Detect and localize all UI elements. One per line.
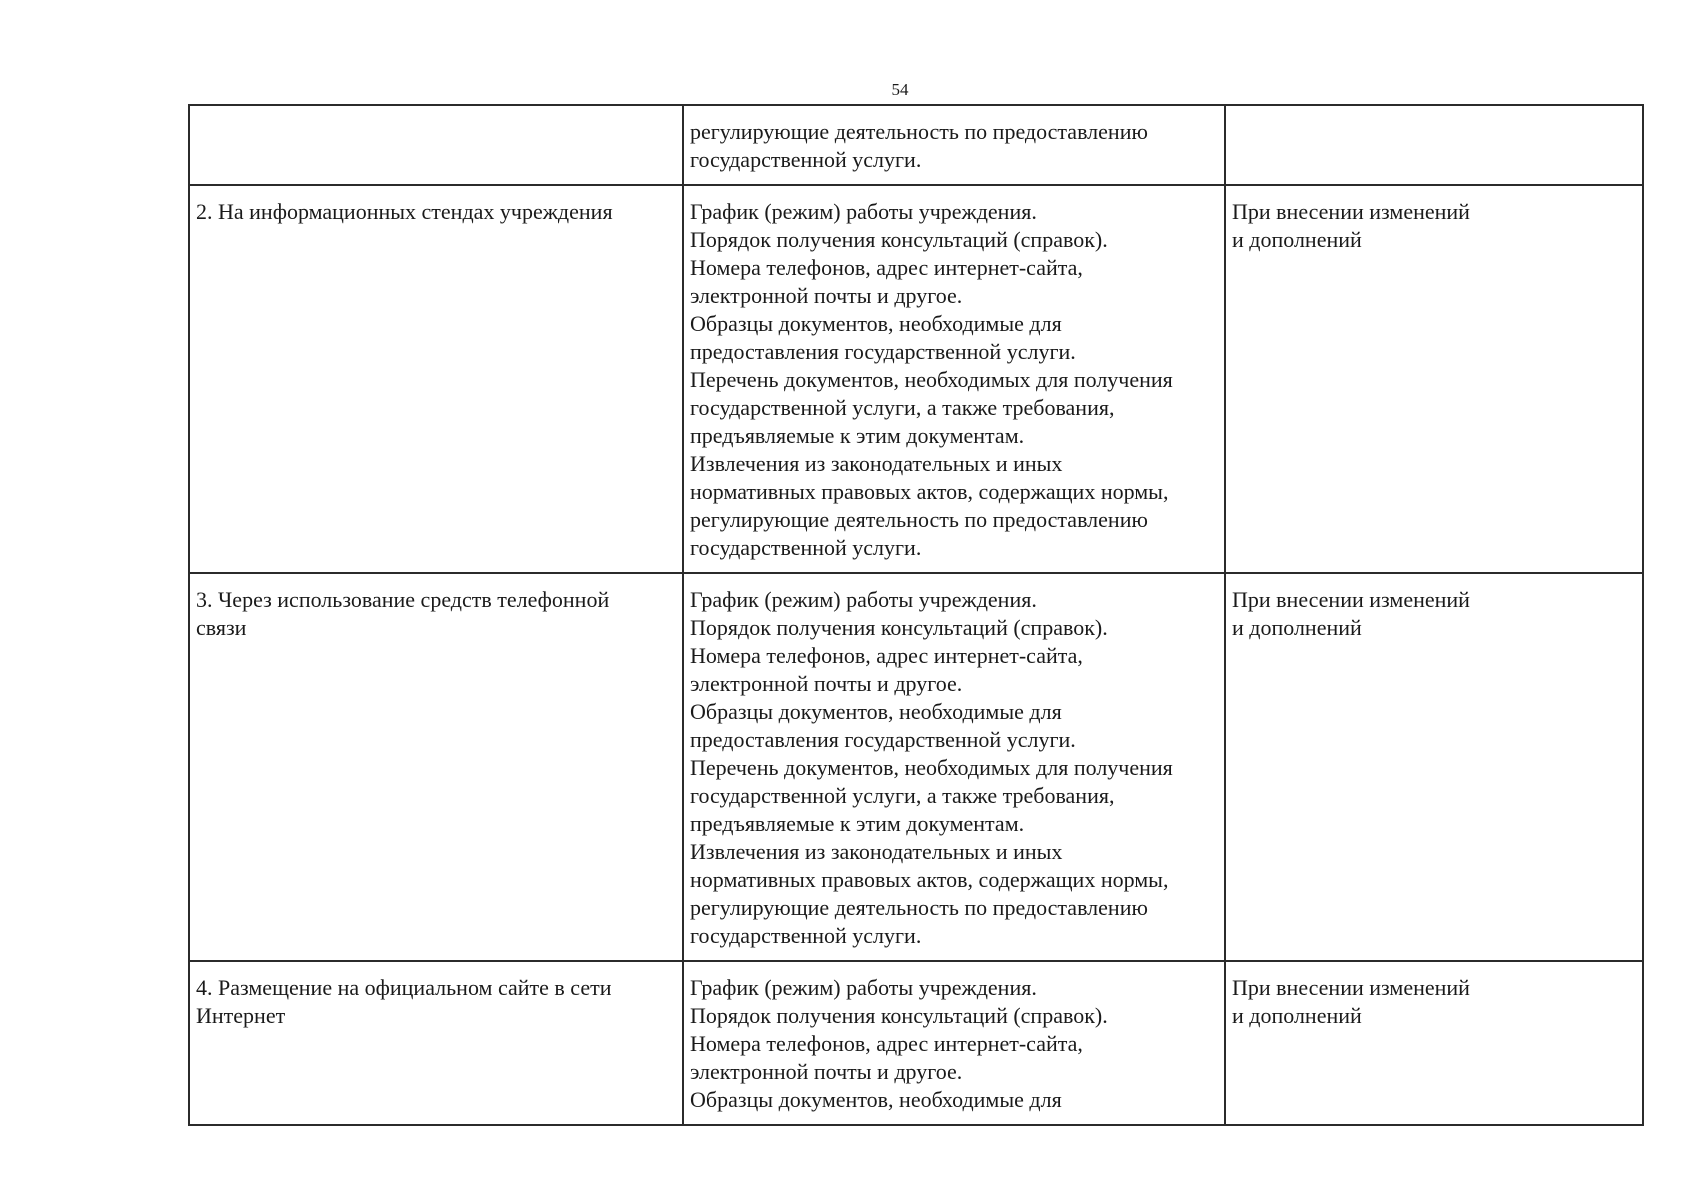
table-row [189,573,1643,961]
period-line: и дополнений [1232,1003,1362,1028]
content-line: нормативных правовых актов, содержащих нормы, [690,479,1169,504]
period-cell [1225,185,1643,573]
period-line: При внесении изменений [1232,199,1470,224]
content-line: предоставления государственной услуги. [690,727,1076,752]
content-cell [683,961,1225,1125]
content-line: электронной почты и другое. [690,671,963,696]
content-line: Перечень документов, необходимых для получения [690,755,1173,780]
content-cell [683,573,1225,961]
table-row [189,185,1643,573]
period-line: и дополнений [1232,615,1362,640]
content-line: предъявляемые к этим документам. [690,423,1025,448]
content-line: государственной услуги, а также требования, [690,783,1115,808]
method-cell [189,961,683,1125]
content-line: предъявляемые к этим документам. [690,811,1025,836]
page-number: 54 [891,80,909,99]
content-line: Перечень документов, необходимых для получения [690,367,1173,392]
content-line: Извлечения из законодательных и иных [690,839,1063,864]
method-line: 2. На информационных стендах учреждения [196,199,613,224]
period-line: При внесении изменений [1232,587,1470,612]
content-line: государственной услуги. [690,147,922,172]
content-line: Порядок получения консультаций (справок). [690,1003,1108,1028]
period-cell [1225,961,1643,1125]
content-line: нормативных правовых актов, содержащих нормы, [690,867,1169,892]
content-line: регулирующие деятельность по предоставлению [690,119,1148,144]
table-row [189,105,1643,185]
content-line: электронной почты и другое. [690,1059,963,1084]
content-line: Образцы документов, необходимые для [690,311,1062,336]
content-line: электронной почты и другое. [690,283,963,308]
period-line: и дополнений [1232,227,1362,252]
content-line: Номера телефонов, адрес интернет-сайта, [690,1031,1083,1056]
content-line: государственной услуги. [690,923,922,948]
content-line: Номера телефонов, адрес интернет-сайта, [690,255,1083,280]
content-cell [683,185,1225,573]
content-line: Образцы документов, необходимые для [690,1087,1062,1112]
method-cell [189,573,683,961]
method-line: 4. Размещение на официальном сайте в сети [196,975,612,1000]
content-cell [683,105,1225,185]
method-line: 3. Через использование средств телефонной [196,587,610,612]
content-line: Образцы документов, необходимые для [690,699,1062,724]
content-line: Порядок получения консультаций (справок). [690,227,1108,252]
period-cell [1225,573,1643,961]
information-table [188,104,1644,1126]
period-cell [1225,105,1643,185]
content-line: предоставления государственной услуги. [690,339,1076,364]
method-cell [189,185,683,573]
content-line: государственной услуги, а также требования, [690,395,1115,420]
content-line: регулирующие деятельность по предоставлению [690,507,1148,532]
method-line: Интернет [196,1003,286,1028]
content-line: График (режим) работы учреждения. [690,199,1037,224]
table-row [189,961,1643,1125]
period-line: При внесении изменений [1232,975,1470,1000]
method-line: связи [196,615,247,640]
content-line: регулирующие деятельность по предоставлению [690,895,1148,920]
content-line: государственной услуги. [690,535,922,560]
method-cell [189,105,683,185]
content-line: Извлечения из законодательных и иных [690,451,1063,476]
content-line: Номера телефонов, адрес интернет-сайта, [690,643,1083,668]
content-line: График (режим) работы учреждения. [690,587,1037,612]
content-line: График (режим) работы учреждения. [690,975,1037,1000]
content-line: Порядок получения консультаций (справок). [690,615,1108,640]
